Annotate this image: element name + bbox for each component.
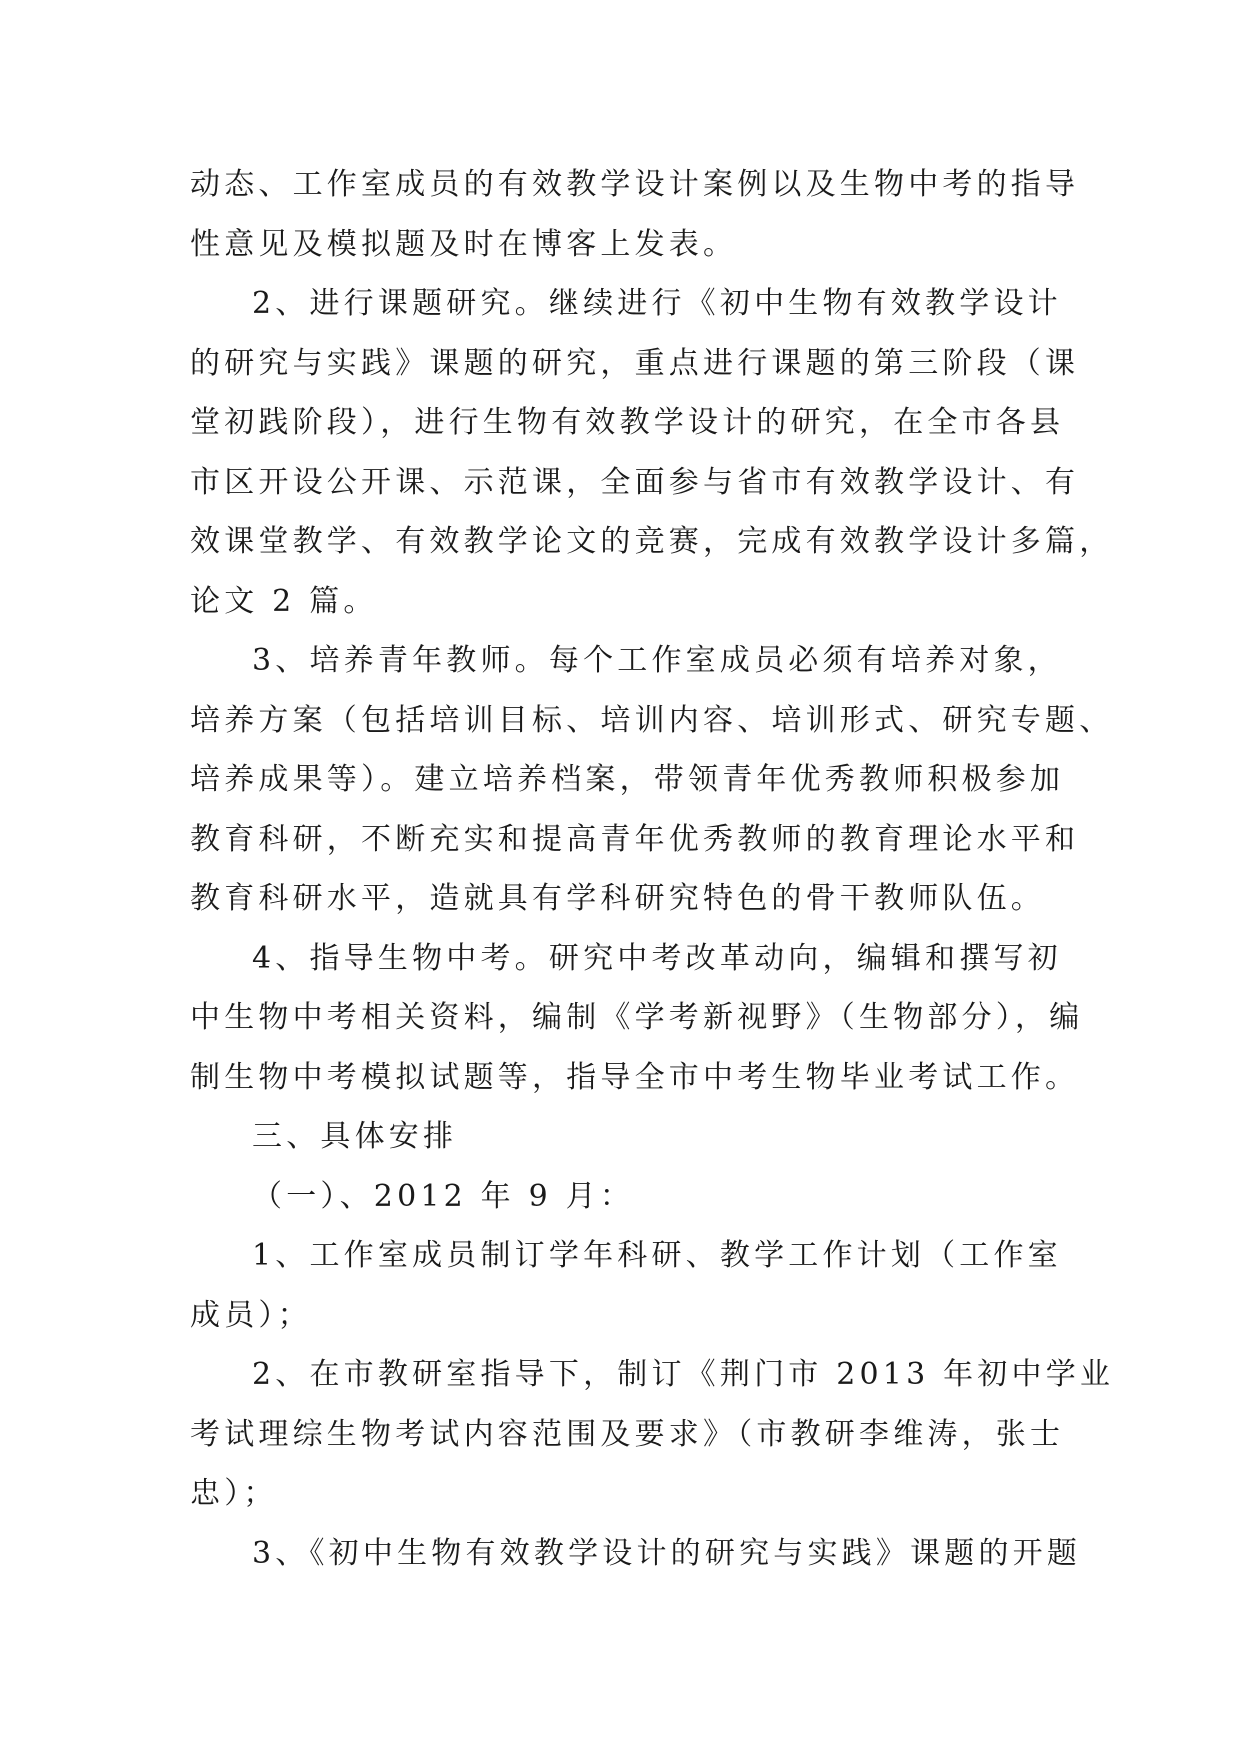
text-line: 1、工作室成员制订学年科研、教学工作计划（工作室 <box>252 1238 1062 1273</box>
text-line: 效课堂教学、有效教学论文的竞赛，完成有效教学设计多篇， <box>190 524 1114 559</box>
text-line: 的研究与实践》课题的研究，重点进行课题的第三阶段（课 <box>190 345 1080 381</box>
text-line: 忠）； <box>190 1476 278 1511</box>
text-line: 堂初践阶段），进行生物有效教学设计的研究，在全市各县 <box>190 405 1065 440</box>
text-line: 教育科研，不断充实和提高青年优秀教师的教育理论水平和 <box>190 821 1080 857</box>
text-line: 中生物中考相关资料，编制《学考新视野》（生物部分），编 <box>190 1000 1084 1035</box>
text-line: （一）、2012 年 9 月： <box>252 1178 635 1214</box>
text-line: 3、培养青年教师。每个工作室成员必须有培养对象， <box>252 643 1062 678</box>
text-line: 2、进行课题研究。继续进行《初中生物有效教学设计 <box>252 286 1062 321</box>
body-text <box>190 155 1115 1583</box>
text-line: 2、在市教研室指导下，制订《荆门市 2013 年初中学业 <box>252 1357 1115 1392</box>
text-line: 动态、工作室成员的有效教学设计案例以及生物中考的指导 <box>190 167 1080 202</box>
text-line: 培养方案（包括培训目标、培训内容、培训形式、研究专题、 <box>190 702 1114 738</box>
text-line: 三、具体安排 <box>252 1119 458 1154</box>
text-line: 制生物中考模拟试题等，指导全市中考生物毕业考试工作。 <box>190 1059 1080 1095</box>
text-line: 培养成果等）。建立培养档案，带领青年优秀教师积极参加 <box>190 762 1065 797</box>
text-line: 4、指导生物中考。研究中考改革动向，编辑和撰写初 <box>252 940 1062 976</box>
text-line: 性意见及模拟题及时在博客上发表。 <box>190 226 738 262</box>
text-line: 市区开设公开课、示范课，全面参与省市有效教学设计、有 <box>190 464 1080 500</box>
text-line: 论文 2 篇。 <box>190 583 378 619</box>
text-line: 成员）； <box>190 1297 312 1333</box>
text-line: 教育科研水平，造就具有学科研究特色的骨干教师队伍。 <box>190 881 1045 916</box>
text-line: 考试理综生物考试内容范围及要求》（市教研李维涛，张士 <box>190 1416 1065 1452</box>
text-line: 3、《初中生物有效教学设计的研究与实践》课题的开题 <box>252 1535 1082 1571</box>
